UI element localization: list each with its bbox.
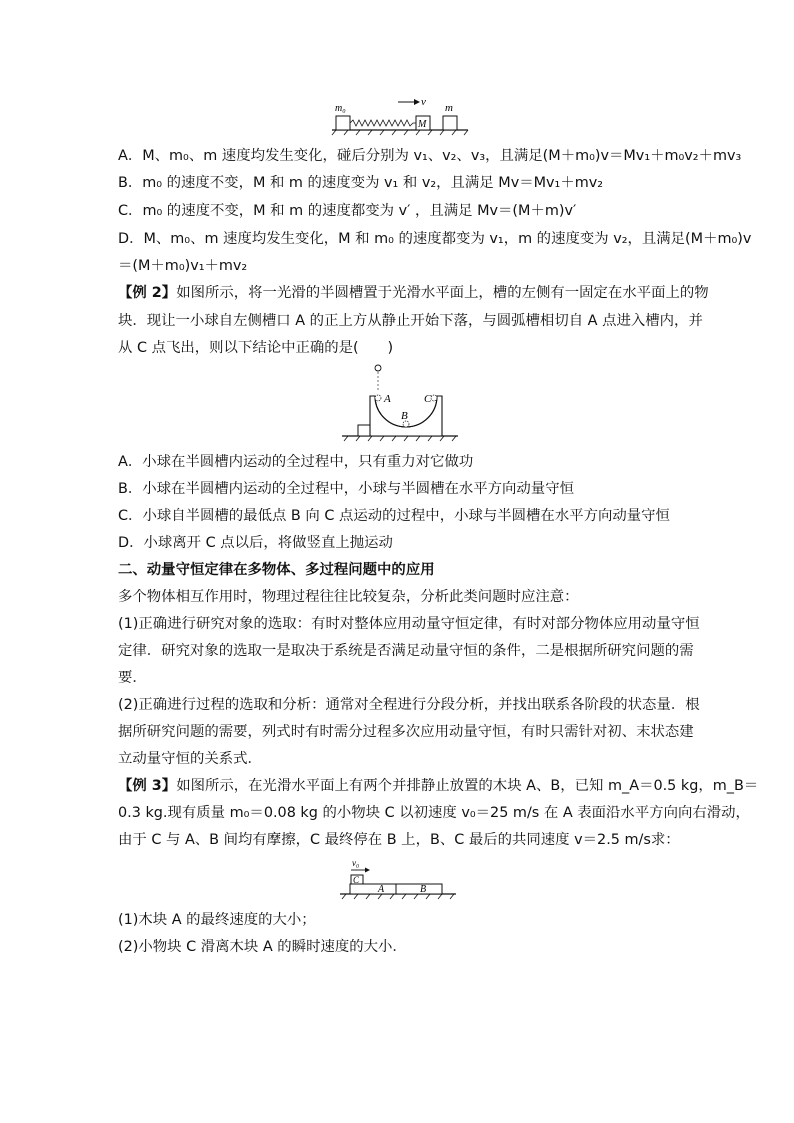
arrow-head-icon <box>414 99 420 105</box>
section2-p1-line3: 要． <box>118 670 147 686</box>
label-b: B <box>401 410 408 422</box>
q1-option-c: C．m₀ 的速度不变，M 和 m 的速度都变为 v′ ，且满足 Mv＝(M＋m)v′ <box>118 203 577 219</box>
q1-option-b: B．m₀ 的速度不变，M 和 m 的速度变为 v₁ 和 v₂，且满足 Mv＝Mv₁＋mv₂ <box>118 175 604 191</box>
example3-q1: (1)木块 A 的最终速度的大小； <box>118 912 316 928</box>
section2-p1-line2: 定律．研究对象的选取一是取决于系统是否满足动量守恒的条件，二是根据所研究问题的需 <box>118 643 694 659</box>
example3-line1 <box>118 776 759 796</box>
example2-line2: 块．现让一小球自左侧槽口 A 的正上方从静止开始下落，与圆弧槽相切自 A 点进入槽内，并 <box>118 313 703 329</box>
example2-text1: 如图所示，将一光滑的半圆槽置于光滑水平面上，槽的左侧有一固定在水平面上的物 <box>176 285 709 301</box>
example3-line3: 由于 C 与 A、B 间均有摩擦，C 最终停在 B 上，B、C 最后的共同速度 v＝2.5 m/s求： <box>118 832 680 848</box>
q1-option-a: A．M、m₀、m 速度均发生变化，碰后分别为 v₁、v₂、v₃，且满足(M＋m₀)v＝Mv₁＋m₀v₂＋mv₃ <box>118 148 742 164</box>
label-m0: m₀ <box>335 103 346 114</box>
label-a: A <box>384 393 391 405</box>
section2-p2-line3: 立动量守恒的关系式． <box>118 751 262 767</box>
ball-start <box>375 365 381 371</box>
example3-line2: 0.3 kg.现有质量 m₀＝0.08 kg 的小物块 C 以初速度 v₀＝25 m/s 在 A 表面沿水平方向向右滑动， <box>118 805 750 821</box>
label-M: M <box>418 119 427 130</box>
section2-heading: 二、动量守恒定律在多物体、多过程问题中的应用 <box>118 562 435 578</box>
example3-text1: 如图所示，在光滑水平面上有两个并排静止放置的木块 A、B，已知 m_A＝0.5 kg，m_B＝ <box>176 778 759 794</box>
block-m <box>443 116 457 130</box>
figure-sliding-blocks <box>338 856 458 902</box>
section2-p1-line1: (1)正确进行研究对象的选取：有时对整体应用动量守恒定律，有时对部分物体应用动量守恒 <box>118 616 700 632</box>
q2-option-c: C．小球自半圆槽的最低点 B 向 C 点运动的过程中，小球与半圆槽在水平方向动量守恒 <box>118 508 670 524</box>
block-a <box>350 884 396 894</box>
label-v: v <box>421 96 426 108</box>
q2-option-d: D．小球离开 C 点以后，将做竖直上抛运动 <box>118 535 393 551</box>
block-b <box>396 884 442 894</box>
figure-semicircle-groove <box>340 362 460 444</box>
example2-tag: 【例 2】 <box>118 285 177 301</box>
label-b: B <box>420 884 427 895</box>
label-v0: v₀ <box>352 858 360 868</box>
figure-spring-blocks <box>330 92 470 136</box>
spring <box>350 120 416 126</box>
q1-option-d-line2: ＝(M＋m₀)v₁＋mv₂ <box>118 258 248 274</box>
label-a: A <box>378 884 385 895</box>
label-c: C <box>353 875 360 885</box>
section2-intro: 多个物体相互作用时，物理过程往往比较复杂，分析此类问题时应注意： <box>118 589 579 605</box>
q2-option-b: B．小球在半圆槽内运动的全过程中，小球与半圆槽在水平方向动量守恒 <box>118 481 574 497</box>
section2-p2-line1: (2)正确进行过程的选取和分析：通常对全程进行分段分析，并找出联系各阶段的状态量．根 <box>118 697 700 713</box>
label-m: m <box>445 102 453 114</box>
example3-q2: (2)小物块 C 滑离木块 A 的瞬时速度的大小． <box>118 939 407 955</box>
example2-line3: 从 C 点飞出，则以下结论中正确的是( ) <box>118 340 394 356</box>
section2-p2-line2: 据所研究问题的需要，列式时有时需分过程多次应用动量守恒，有时只需针对初、末状态建 <box>118 724 694 740</box>
example2-line1 <box>118 283 709 303</box>
block-m0 <box>336 116 350 130</box>
arrow-head-icon <box>365 868 370 873</box>
ball-at-c <box>431 395 437 401</box>
q2-option-a: A．小球在半圆槽内运动的全过程中，只有重力对它做功 <box>118 454 474 470</box>
ball-at-a <box>375 395 381 401</box>
example3-tag: 【例 3】 <box>118 778 177 794</box>
fixed-block <box>358 425 370 436</box>
label-c: C <box>424 393 432 405</box>
q1-option-d-line1: D．M、m₀、m 速度均发生变化，M 和 m₀ 的速度都变为 v₁，m 的速度变为 v₂，且满足(M＋m₀)v <box>118 231 752 247</box>
